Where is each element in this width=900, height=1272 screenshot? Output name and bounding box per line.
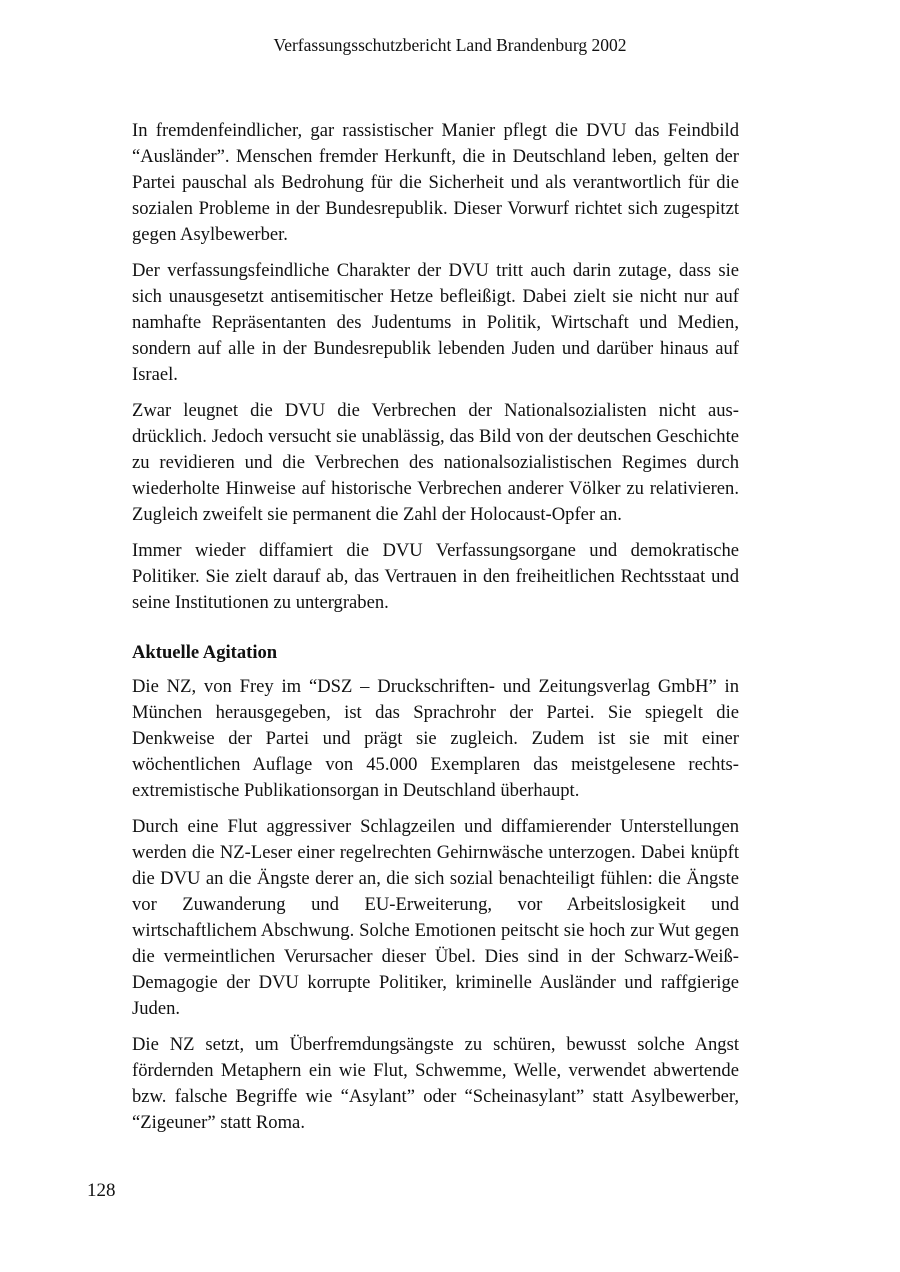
paragraph-verfassungsorgane: Immer wieder diffamiert die DVU Verfassungsorgane und demokratische Politiker. Sie zielt darauf ab, das Vertrauen in den freiheitlichen Rechtsstaat und seine Institutionen zu untergraben. [132, 540, 739, 613]
paragraph-nz-sprachrohr: Die NZ, von Frey im “DSZ – Druckschriften- und Zeitungsverlag GmbH” in München herausgegeben, ist das Sprachrohr der Partei. Sie spiegelt die Denkweise der Partei und prägt sie zugleich. Zudem ist sie mit einer wöchentlichen Auflage von 45.000 Exemplaren das meistgelesene rechtsextremistische Publikationsorgan in Deutschland überhaupt. [132, 676, 739, 801]
paragraph-antisemitismus: Der verfassungsfeindliche Charakter der DVU tritt auch darin zutage, dass sie sich unausgesetzt antisemitischer Hetze befleißigt. Dabei zielt sie nicht nur auf namhafte Repräsentanten des Judentums in Politik, Wirtschaft und Medien, sondern auf alle in der Bundesrepublik lebenden Juden und darüber hinaus auf Israel. [132, 260, 739, 385]
page-number: 128 [87, 1180, 116, 1201]
running-header: Verfassungsschutzbericht Land Brandenburg 2002 [273, 35, 627, 55]
paragraph-metaphern: Die NZ setzt, um Überfremdungsängste zu schüren, bewusst solche Angst fördernden Metaphern ein wie Flut, Schwemme, Welle, verwendet abwertende bzw. falsche Begriffe wie “Asylant” oder “Scheinasylant” statt Asylbewerber, “Zigeuner” statt Roma. [132, 1034, 739, 1133]
paragraph-schlagzeilen: Durch eine Flut aggressiver Schlagzeilen und diffamierender Unterstellungen werden die NZ-Leser einer regelrechten Gehirnwäsche unterzogen. Dabei knüpft die DVU an die Ängste derer an, die sich sozial benachteiligt fühlen: die Ängste vor Zuwanderung und EU-Erweiterung, vor Arbeitslosigkeit und wirtschaftlichem Abschwung. Solche Emotionen peitscht sie hoch zur Wut gegen die vermeintlichen Verursacher dieser Übel. Dies sind in der Schwarz-Weiß-Demagogie der DVU korrupte Politiker, kriminelle Ausländer und raffgierige Juden. [132, 816, 739, 1019]
page-body [132, 118, 739, 1146]
paragraph-ns-verbrechen: Zwar leugnet die DVU die Verbrechen der Nationalsozialisten nicht ausdrücklich. Jedoch versucht sie unablässig, das Bild von der deutschen Geschichte zu revidieren und die Verbrechen des nationalsozialistischen Regimes durch wiederholte Hinweise auf historische Verbrechen anderer Völker zu relativieren. Zugleich zweifelt sie permanent die Zahl der Holocaust-Opfer an. [132, 400, 739, 525]
paragraph-auslaender-feindbild: In fremdenfeindlicher, gar rassistischer Manier pflegt die DVU das Feindbild “Ausländer”. Menschen fremder Herkunft, die in Deutschland leben, gelten der Partei pauschal als Bedrohung für die Sicherheit und als verantwortlich für die sozialen Probleme in der Bundesrepublik. Dieser Vorwurf richtet sich zugespitzt gegen Asylbewerber. [132, 120, 739, 245]
section-heading: Aktuelle Agitation [132, 642, 278, 663]
